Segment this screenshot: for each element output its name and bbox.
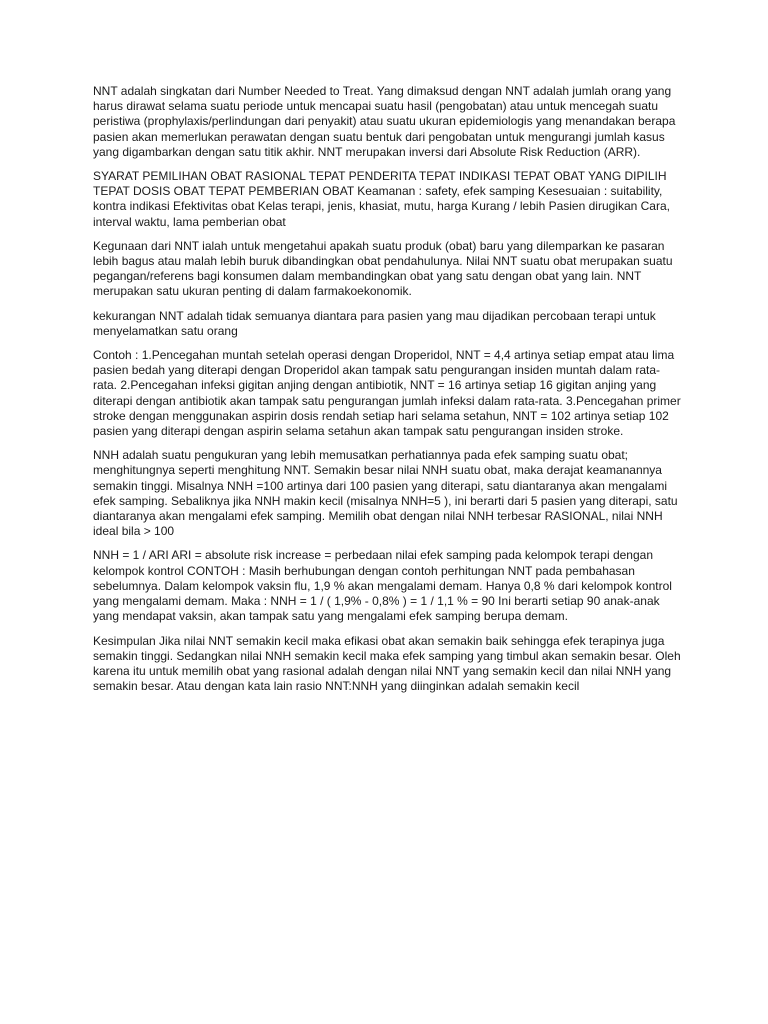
document-body [93, 84, 683, 703]
paragraph-kekurangan-nnt: kekurangan NNT adalah tidak semuanya diantara para pasien yang mau dijadikan percobaan terapi untuk menyelamatkan satu orang [93, 308, 656, 338]
paragraph-nnh-definition: NNH adalah suatu pengukuran yang lebih memusatkan perhatiannya pada efek samping suatu obat; menghitungnya seperti menghitung NNT. Semakin besar nilai NNH suatu obat, maka derajat keamanannya semakin tinggi. Misalnya NNH =100 artinya dari 100 pasien yang diterapi, satu diantaranya akan mengalami efek samping. Sebaliknya jika NNH makin kecil (misalnya NNH=5 ), ini berarti dari 5 pasien yang diterapi, satu diantaranya akan mengalami efek samping. Memilih obat dengan nilai NNH terbesar RASIONAL, nilai NNH ideal bila > 100 [93, 448, 678, 539]
paragraph-nnh-formula: NNH = 1 / ARI ARI = absolute risk increase = perbedaan nilai efek samping pada kelompok terapi dengan kelompok kontrol CONTOH : Masih berhubungan dengan contoh perhitungan NNT pada pembahasan sebelumnya. Dalam kelompok vaksin flu, 1,9 % akan mengalami demam. Hanya 0,8 % dari kelompok kontrol yang mengalami demam. Maka : NNH = 1 / ( 1,9% - 0,8% ) = 1 / 1,1 % = 90 Ini berarti setiap 90 anak-anak yang mendapat vaksin, akan tampak satu yang mengalami efek samping berupa demam. [93, 548, 672, 624]
paragraph-syarat-pemilihan-obat: SYARAT PEMILIHAN OBAT RASIONAL TEPAT PENDERITA TEPAT INDIKASI TEPAT OBAT YANG DIPILIH TEPAT DOSIS OBAT TEPAT PEMBERIAN OBAT Keamanan : safety, efek samping Kesesuaian : suitability, kontra indikasi Efektivitas obat Kelas terapi, jenis, khasiat, mutu, harga Kurang / lebih Pasien dirugikan Cara, interval waktu, lama pemberian obat [93, 169, 670, 229]
paragraph-kegunaan-nnt: Kegunaan dari NNT ialah untuk mengetahui apakah suatu produk (obat) baru yang dilemparkan ke pasaran lebih bagus atau malah lebih buruk dibandingkan obat pendahulunya. Nilai NNT suatu obat merupakan suatu pegangan/referens bagi konsumen dalam membandingkan obat yang satu dengan obat yang lain. NNT merupakan satu ukuran penting di dalam farmakoekonomik. [93, 238, 673, 299]
paragraph-kesimpulan: Kesimpulan Jika nilai NNT semakin kecil maka efikasi obat akan semakin baik sehingga efek terapinya juga semakin tinggi. Sedangkan nilai NNH semakin kecil maka efek samping yang timbul akan semakin besar. Oleh karena itu untuk memilih obat yang rasional adalah dengan nilai NNT yang semakin kecil dan nilai NNH yang semakin besar. Atau dengan kata lain rasio NNT:NNH yang diinginkan adalah semakin kecil [93, 633, 681, 694]
paragraph-nnt-definition: NNT adalah singkatan dari Number Needed to Treat. Yang dimaksud dengan NNT adalah jumlah orang yang harus dirawat selama suatu periode untuk mencapai suatu hasil (pengobatan) atau untuk mencegah suatu peristiwa (prophylaxis/perlindungan dari penyakit) atau suatu ukuran epidemiologis yang menandakan berapa pasien akan memerlukan perawatan dengan suatu bentuk dari pengobatan untuk mengurangi jumlah kasus yang digambarkan dengan satu titik akhir. NNT merupakan inversi dari Absolute Risk Reduction (ARR). [93, 84, 676, 159]
paragraph-contoh-nnt: Contoh : 1.Pencegahan muntah setelah operasi dengan Droperidol, NNT = 4,4 artinya setiap empat atau lima pasien bedah yang diterapi dengan Droperidol akan tampak satu pengurangan insiden muntah dalam rata-rata. 2.Pencegahan infeksi gigitan anjing dengan antibiotik, NNT = 16 artinya setiap 16 gigitan anjing yang diterapi dengan antibiotik akan tampak satu pengurangan jumlah infeksi dalam rata-rata. 3.Pencegahan primer stroke dengan menggunakan aspirin dosis rendah setiap hari selama setahun, NNT = 102 artinya setiap 102 pasien yang diterapi dengan aspirin selama setahun akan tampak satu pengurangan insiden stroke. [93, 348, 681, 439]
